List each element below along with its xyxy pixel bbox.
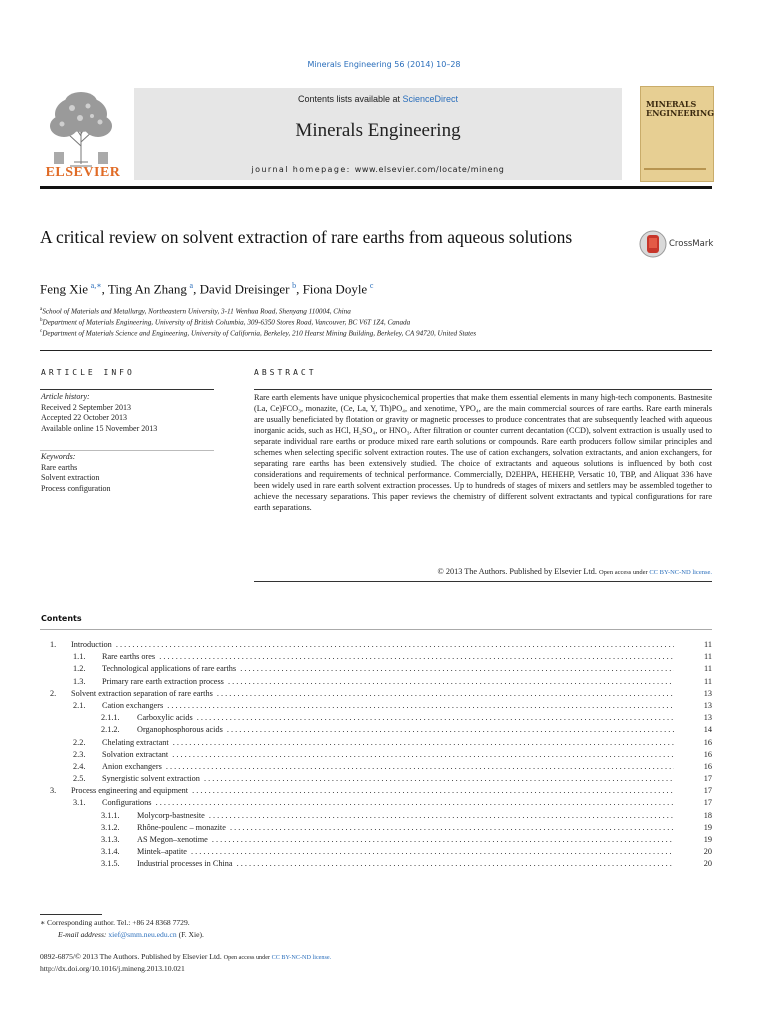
issn-text: 0892-6875/© 2013 The Authors. Published by Elsevier Ltd. bbox=[40, 952, 224, 961]
toc-entry-title-wrap bbox=[102, 651, 674, 663]
keyword: Solvent extraction bbox=[41, 473, 100, 482]
open-access-prefix: Open access under bbox=[598, 569, 650, 576]
cover-title bbox=[646, 99, 715, 118]
header-divider bbox=[40, 186, 712, 189]
toc-entry-page[interactable]: 20 bbox=[703, 859, 712, 869]
toc-entry-title[interactable]: Rare earths ores bbox=[102, 652, 156, 662]
toc-entry-title[interactable]: Introduction bbox=[71, 640, 112, 649]
article-info-heading: ARTICLE INFO bbox=[41, 368, 135, 377]
author-affiliation-marker[interactable]: a bbox=[189, 281, 194, 290]
toc-entry-number: 2.5. bbox=[73, 774, 86, 784]
toc-entry-number: 3.1. bbox=[73, 798, 86, 808]
email-link[interactable]: xief@smm.neu.edu.cn bbox=[108, 930, 177, 939]
journal-homepage bbox=[134, 165, 622, 174]
toc-entry-title[interactable]: Molycorp-bastnesite bbox=[137, 810, 205, 820]
sciencedirect-link[interactable]: ScienceDirect bbox=[402, 94, 459, 104]
toc-entry-title[interactable]: Industrial processes in China bbox=[137, 859, 233, 869]
toc-entry[interactable] bbox=[40, 688, 712, 700]
toc-entry-page[interactable]: 14 bbox=[703, 725, 712, 735]
toc-entry-number: 2.1.1. bbox=[101, 713, 120, 723]
contents-heading: Contents bbox=[41, 614, 82, 623]
history-online: Available online 15 November 2013 bbox=[41, 423, 158, 433]
toc-entry[interactable] bbox=[40, 846, 712, 858]
toc-entry-number: 3.1.4. bbox=[101, 847, 120, 857]
keywords bbox=[41, 452, 111, 494]
affiliation-text: School of Materials and Metallurgy, Northeastern University, 3-11 Wenhua Road, Shenyang 110004, China bbox=[42, 307, 351, 316]
affiliation-key: a bbox=[40, 307, 43, 312]
toc-entry-title-wrap bbox=[102, 663, 674, 675]
affiliation bbox=[40, 318, 410, 326]
toc-entry[interactable] bbox=[40, 737, 712, 749]
author-affiliation-marker[interactable]: c bbox=[369, 281, 374, 290]
toc-entry-title-wrap bbox=[137, 712, 674, 724]
toc-entry-page[interactable]: 13 bbox=[703, 700, 712, 710]
contents-divider bbox=[40, 629, 712, 630]
toc-entry-number: 3.1.5. bbox=[101, 859, 120, 869]
toc-entry-title-wrap bbox=[137, 724, 674, 736]
toc-entry-title[interactable]: Process engineering and equipment bbox=[71, 786, 189, 796]
abstract-heading: ABSTRACT bbox=[254, 368, 317, 377]
homepage-prefix: journal homepage: bbox=[251, 165, 355, 174]
article-history bbox=[41, 392, 157, 434]
toc-entry-title-wrap bbox=[71, 785, 674, 797]
cover-title-line2: ENGINEERING bbox=[646, 108, 715, 118]
toc-entry-title-wrap bbox=[102, 737, 674, 749]
journal-reference-link[interactable]: Minerals Engineering 56 (2014) 10–28 bbox=[307, 60, 461, 69]
toc-entry-number: 3.1.1. bbox=[101, 810, 120, 820]
affiliation-key: c bbox=[40, 329, 43, 334]
toc-entry-number: 2. bbox=[50, 688, 57, 698]
toc-entry-title-wrap bbox=[102, 773, 674, 785]
keyword: Process configuration bbox=[41, 483, 111, 493]
cover-decoration bbox=[644, 168, 706, 170]
affiliation bbox=[40, 329, 476, 337]
toc-entry-title[interactable]: AS Megon–xenotime bbox=[137, 835, 208, 844]
toc-entry-number: 3.1.2. bbox=[101, 822, 120, 832]
toc-entry-title[interactable]: Primary rare earth extraction process bbox=[102, 676, 224, 686]
toc-entry[interactable] bbox=[40, 858, 712, 870]
toc-entry-page[interactable]: 11 bbox=[704, 676, 712, 686]
history-label: Article history: bbox=[41, 392, 90, 401]
footnote-divider bbox=[40, 914, 102, 915]
toc-entry-title-wrap bbox=[102, 761, 674, 773]
toc-entry-title-wrap bbox=[102, 676, 674, 688]
toc-entry-title[interactable]: Rhône-poulenc – monazite bbox=[137, 822, 226, 832]
toc-entry-title[interactable]: Synergistic solvent extraction bbox=[102, 774, 200, 784]
article-info-divider bbox=[40, 389, 214, 390]
toc-entry-title[interactable]: Mintek–apatite bbox=[137, 847, 187, 857]
toc-entry-title-wrap bbox=[137, 858, 674, 870]
toc-entry-number: 1. bbox=[50, 640, 57, 649]
email-suffix: (F. Xie). bbox=[176, 930, 204, 939]
author-affiliation-marker[interactable]: a,∗ bbox=[90, 281, 102, 290]
toc-entry-page[interactable]: 17 bbox=[703, 786, 712, 796]
keywords-divider bbox=[40, 450, 214, 451]
toc-entry-title[interactable]: Solvation extractant bbox=[102, 749, 169, 759]
license-link[interactable]: CC BY-NC-ND license. bbox=[649, 569, 712, 576]
toc-entry-title-wrap bbox=[137, 822, 674, 834]
toc-entry-page[interactable]: 18 bbox=[703, 810, 712, 820]
toc-entry[interactable] bbox=[40, 749, 712, 761]
toc-entry-title-wrap bbox=[137, 834, 674, 846]
toc-entry-title-wrap bbox=[102, 749, 674, 761]
issn-line bbox=[40, 952, 331, 961]
toc-entry-number: 2.4. bbox=[73, 761, 86, 771]
toc-entry-title[interactable]: Technological applications of rare earths bbox=[102, 664, 237, 674]
toc-entry-number: 2.1. bbox=[73, 700, 86, 710]
toc-entry[interactable] bbox=[40, 810, 712, 822]
corresponding-author-note: ∗ Corresponding author. Tel.: +86 24 8368 7729. bbox=[40, 918, 190, 927]
open-access-prefix: Open access under bbox=[223, 954, 272, 961]
toc-entry-number: 1.2. bbox=[73, 664, 86, 674]
keywords-label: Keywords: bbox=[41, 452, 76, 461]
section-divider bbox=[40, 350, 712, 351]
toc-entry-page[interactable]: 17 bbox=[703, 798, 712, 808]
toc-entry-page[interactable]: 17 bbox=[703, 774, 712, 784]
author-name[interactable]: Ting An Zhang bbox=[107, 281, 187, 297]
toc-entry-title[interactable]: Anion exchangers bbox=[102, 761, 162, 771]
toc-entry[interactable] bbox=[40, 712, 712, 724]
toc-entry[interactable] bbox=[40, 663, 712, 675]
affiliation bbox=[40, 307, 351, 315]
journal-reference bbox=[0, 60, 768, 69]
elsevier-wordmark: ELSEVIER bbox=[45, 165, 121, 180]
affiliation-key: b bbox=[40, 318, 43, 323]
paper-title: A critical review on solvent extraction of rare earths from aqueous solutions bbox=[40, 227, 573, 247]
toc-entry-page[interactable]: 19 bbox=[703, 822, 712, 832]
email-note bbox=[58, 930, 204, 939]
author-name[interactable]: David Dreisinger bbox=[199, 281, 290, 297]
toc-entry-number: 2.3. bbox=[73, 749, 86, 759]
toc-entry-title[interactable]: Organophosphorous acids bbox=[137, 725, 223, 735]
toc-entry-page[interactable]: 16 bbox=[703, 761, 712, 771]
toc-entry[interactable] bbox=[40, 651, 712, 663]
toc-entry-title[interactable]: Configurations bbox=[102, 798, 152, 808]
toc-entry[interactable] bbox=[40, 797, 712, 809]
toc-entry[interactable] bbox=[40, 700, 712, 712]
affiliation-text: Department of Materials Science and Engineering, University of California, Berkeley, 210 Hearst Mining Building, Berkeley, CA 94720, United States bbox=[42, 329, 477, 338]
toc-entry-page[interactable]: 11 bbox=[704, 664, 712, 674]
abstract-copyright bbox=[254, 567, 712, 576]
toc-entry-page[interactable]: 13 bbox=[703, 713, 712, 723]
toc-entry[interactable] bbox=[40, 834, 712, 846]
keyword: Rare earths bbox=[41, 462, 78, 472]
contents-prefix: Contents lists available at bbox=[297, 94, 403, 104]
toc-entry-title-wrap bbox=[102, 797, 674, 809]
toc-entry-number: 1.1. bbox=[73, 652, 86, 662]
abstract-bottom-divider bbox=[254, 581, 712, 582]
toc-entry-title[interactable]: Chelating extractant bbox=[102, 737, 169, 747]
abstract-divider bbox=[254, 389, 712, 390]
copyright-text: © 2013 The Authors. Published by Elsevier Ltd. bbox=[437, 567, 597, 576]
email-label: E-mail address: bbox=[58, 930, 109, 939]
toc-entry-title-wrap bbox=[71, 688, 674, 700]
toc-entry-page[interactable]: 20 bbox=[703, 847, 712, 857]
toc-entry-number: 3.1.3. bbox=[101, 835, 120, 844]
toc-entry-title-wrap bbox=[102, 700, 674, 712]
toc-entry-title[interactable]: Solvent extraction separation of rare earths bbox=[71, 688, 213, 698]
toc-entry[interactable] bbox=[40, 676, 712, 688]
toc-entry[interactable] bbox=[40, 639, 712, 651]
toc-entry[interactable] bbox=[40, 773, 712, 785]
toc-entry-page[interactable]: 13 bbox=[703, 688, 712, 698]
toc-entry[interactable] bbox=[40, 822, 712, 834]
toc-entry-page[interactable]: 16 bbox=[703, 737, 712, 747]
homepage-link[interactable]: www.elsevier.com/locate/mineng bbox=[354, 165, 505, 174]
author-name[interactable]: Feng Xie bbox=[40, 281, 89, 297]
toc-entry-page[interactable]: 16 bbox=[703, 749, 712, 759]
table-of-contents bbox=[40, 639, 712, 871]
doi-link[interactable]: http://dx.doi.org/10.1016/j.mineng.2013.10.021 bbox=[40, 964, 185, 973]
toc-entry-title-wrap bbox=[71, 639, 674, 651]
toc-entry-number: 2.1.2. bbox=[101, 725, 120, 735]
toc-entry-number: 2.2. bbox=[73, 737, 86, 747]
toc-entry-page[interactable]: 11 bbox=[704, 640, 712, 649]
author-name[interactable]: Fiona Doyle bbox=[302, 281, 368, 297]
crossmark-icon[interactable] bbox=[639, 230, 667, 258]
author-list: Feng Xie $^{a,∗}$, Ting An Zhang $^a$, David Dreisinger $^b$, Fiona Doyle $^c$ bbox=[40, 281, 374, 297]
toc-entry-title-wrap bbox=[137, 810, 674, 822]
history-received: Received 2 September 2013 bbox=[41, 402, 131, 412]
toc-entry-page[interactable]: 19 bbox=[703, 835, 712, 844]
toc-entry[interactable] bbox=[40, 785, 712, 797]
cover-title-line1: MINERALS bbox=[646, 99, 697, 109]
crossmark-label[interactable]: CrossMark bbox=[669, 239, 714, 249]
toc-entry[interactable] bbox=[40, 724, 712, 736]
toc-entry-number: 3. bbox=[50, 786, 57, 796]
toc-entry-title[interactable]: Cation exchangers bbox=[102, 700, 164, 710]
history-accepted: Accepted 22 October 2013 bbox=[41, 413, 127, 422]
toc-entry-page[interactable]: 11 bbox=[704, 652, 712, 662]
toc-entry-title[interactable]: Carboxylic acids bbox=[137, 713, 193, 723]
toc-entry-number: 1.3. bbox=[73, 676, 86, 686]
license-link[interactable]: CC BY-NC-ND license. bbox=[271, 954, 332, 961]
contents-availability bbox=[134, 94, 622, 104]
journal-title: Minerals Engineering bbox=[295, 120, 461, 141]
abstract-body: Rare earth elements have unique physicochemical properties that make them essential elements in many high-tech components. Bastnesite (La, Ce)FCO₃, monazite, (Ce, La, Y, Th)PO₄, and xenotime, YPO₄, are the main commercial sources of rare earths. Rare earth minerals are usually beneficiated by flotation or gravity or magnetic processes to produce concentrates that are subsequently leached with aqueous inorganic acids, such as HCl, H₂SO₄, or HNO₃. After filtration or counter current decantation (CCD), solvent extraction is usually used to separate individual rare earths or produce mixed rare earth solutions or compounds. Rare earth producers follow similar principles and schemes when selecting specific solvent extraction routes. The use of cation exchangers, solvation extractants, and anion exchangers, for separating rare earths has been extensively studied. The choice of extractants and aqueous solutions is influenced by both cost considerations and requirements of technical performance. Commercially, D2EHPA, HEHEHP, Versatic 10, TBP, and Aliquat 336 have been widely used in rare earth solvent extraction processes. Up to hundreds of stages of mixers and settlers may be assembled together to achieve the necessary separations. This paper reviews the chemistry of different solvent extractants and typical configurations for rare earth separations. bbox=[254, 393, 712, 512]
affiliation-text: Department of Materials Engineering, University of British Columbia, 309-6350 Stores Road, Vancouver, BC V6T 1Z4, Canada bbox=[42, 318, 411, 327]
author-affiliation-marker[interactable]: b bbox=[292, 281, 297, 290]
toc-entry[interactable] bbox=[40, 761, 712, 773]
toc-entry-title-wrap bbox=[137, 846, 674, 858]
